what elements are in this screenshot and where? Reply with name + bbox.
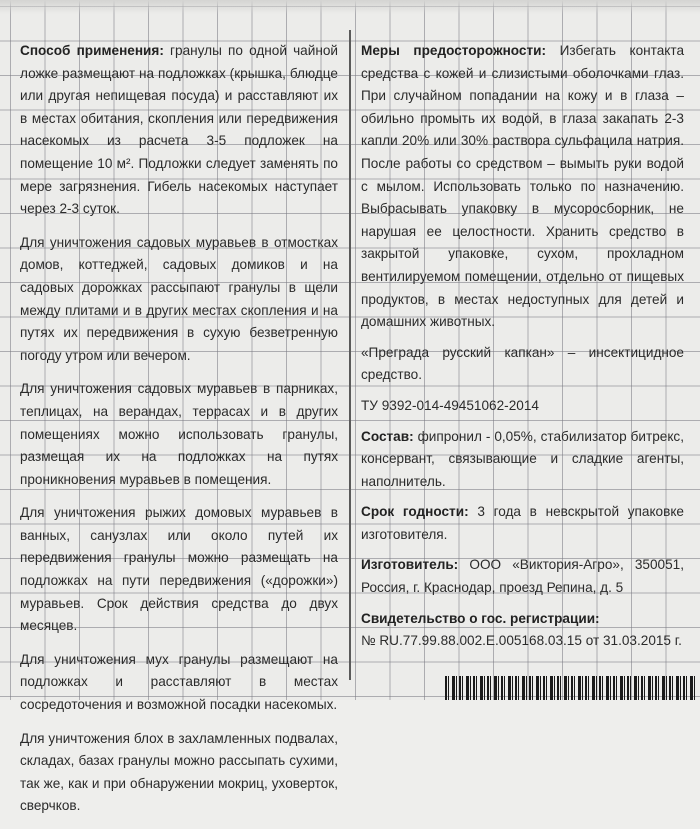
house-ants-paragraph: Для уничтожения рыжих домовых муравьев в ванных, санузлах или около путей их передвижения гранулы можно размещать на подложках на пути передвижения («дорожки») муравьев. Срок действия средства до двух месяцев. xyxy=(20,505,338,634)
composition-paragraph xyxy=(361,426,684,494)
left-column xyxy=(20,40,338,829)
greenhouse-paragraph: Для уничтожения садовых муравьев в парниках, теплицах, на верандах, террасах и в других помещениях можно использовать гранулы, размещая их на подложках на путях проникновения муравьев в помещения. xyxy=(20,381,338,487)
manufacturer-text: ООО «Виктория-Агро», 350051, Россия, г. Краснодар, проезд Репина, д. 5 xyxy=(361,557,685,596)
usage-heading: Способ применения: xyxy=(20,43,164,58)
shelf-life-text: 3 года в невскрытой упаковке изготовителя. xyxy=(361,504,684,542)
registration-text: № RU.77.99.88.002.Е.005168.03.15 от 31.03.2015 г. xyxy=(361,633,682,649)
garden-ants-paragraph: Для уничтожения садовых муравьев в отмостках домов, коттеджей, садовых домиков и на садовых дорожках рассыпают гранулы в щели между плитами и в других местах скопления и на путях их передвижения в сухую безветренную погоду утром или вечером. xyxy=(20,234,338,363)
usage-paragraph xyxy=(20,40,338,221)
shelf-life-heading: Срок годности: xyxy=(361,504,469,520)
shelf-life-paragraph xyxy=(361,501,684,546)
registration-paragraph xyxy=(361,608,684,653)
right-column xyxy=(361,40,684,661)
composition-text: фипронил - 0,05%, стабилизатор битрекс, консервант, связывающие и сладкие агенты, наполнитель. xyxy=(361,428,684,489)
flies-paragraph: Для уничтожения мух гранулы размещают на подложках и расставляют в местах сосредоточения и возможной посадки насекомых. xyxy=(20,651,338,713)
fleas-paragraph: Для уничтожения блох в захламленных подвалах, складах, базах гранулы можно рассыпать сухими, так же, как и при обнаружении мокриц, уховерток, сверчков. xyxy=(20,730,338,814)
top-edge-shadow xyxy=(0,0,700,14)
tu-paragraph: ТУ 9392-014-49451062-2014 xyxy=(361,397,539,413)
manufacturer-heading: Изготовитель: xyxy=(361,557,459,573)
manufacturer-paragraph xyxy=(361,554,684,599)
barcode-image xyxy=(445,676,695,700)
precautions-heading: Меры предосторожности: xyxy=(361,43,547,58)
registration-heading: Свидетельство о гос. регистрации: xyxy=(361,610,600,626)
precautions-text: Избегать контакта средства с кожей и слизистыми оболочками глаз. При случайном попадании на кожу и в глаза – обильно промыть их водой, в глаза закапать 2-3 капли 20% или 30% раствора сульфацила натрия. После работы со средством – вымыть руки водой с мылом. Использовать только по назначению. Выбрасывать упаковку в мусоросборник, не нарушая ее целостности. Хранить средство в закрытой упаковке, сухом, прохладном вентилируемом помещении, отдельно от пищевых продуктов, в местах недоступных для детей и домашних животных. xyxy=(361,43,685,330)
column-divider xyxy=(349,30,351,680)
precautions-paragraph xyxy=(361,40,684,334)
composition-heading: Состав: xyxy=(361,428,414,444)
brand-paragraph: «Преграда русский капкан» – инсектицидное средство. xyxy=(361,344,684,383)
usage-text: гранулы по одной чайной ложке размещают на подложках (крышка, блюдце или другая непищевая посуда) и расставляют их в местах обитания, скопления или передвижения насекомых из расчета 3-5 подложек на помещение 10 м². Подложки следует заменять по мере загрязнения. Гибель насекомых наступает через 2-3 суток. xyxy=(20,43,338,217)
